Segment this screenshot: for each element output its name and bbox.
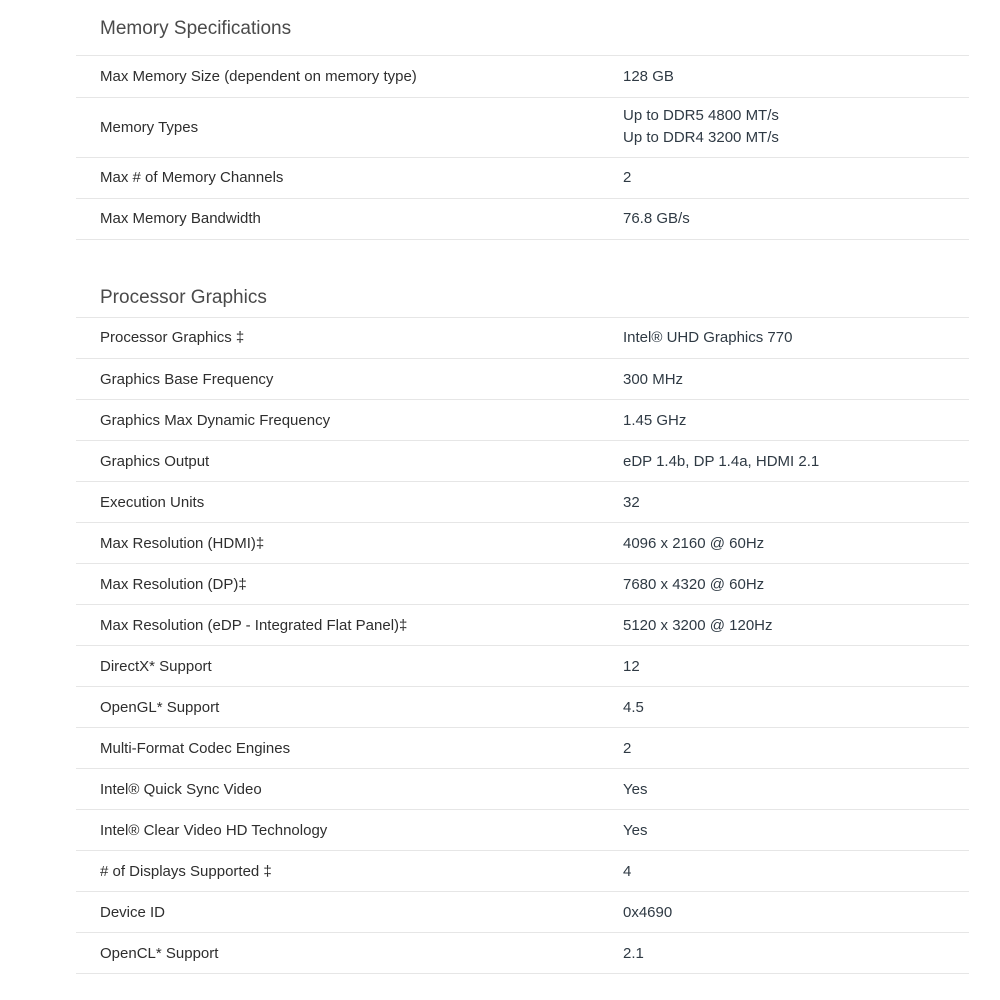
spec-label: Execution Units [100,493,205,511]
spec-row-execution-units [76,482,969,523]
spec-row-max-resolution-dp [76,564,969,605]
spec-row-codec-engines [76,728,969,769]
spec-label: Graphics Base Frequency [100,370,274,388]
spec-row-memory-bandwidth [76,198,969,239]
spec-label: Graphics Output [100,452,210,470]
spec-row-processor-graphics [76,318,969,359]
spec-row-memory-channels [76,157,969,198]
spec-row-graphics-max-frequency [76,400,969,441]
spec-label: Max Resolution (DP)‡ [100,575,247,593]
spec-value: eDP 1.4b, DP 1.4a, HDMI 2.1 [623,452,820,470]
spec-label: Intel® Quick Sync Video [100,780,262,798]
spec-label: OpenGL* Support [100,698,220,716]
spec-row-device-id [76,892,969,933]
spec-value: 300 MHz [623,370,684,388]
spec-value: 1.45 GHz [623,411,687,429]
spec-value: 4.5 [623,698,644,716]
spec-value: 2 [623,169,632,186]
spec-value-line: Up to DDR4 3200 MT/s [623,129,779,146]
spec-label: # of Displays Supported ‡ [100,862,272,880]
spec-page [76,0,969,974]
spec-value: 4 [623,862,632,880]
spec-value: Yes [623,821,648,839]
spec-label: Graphics Max Dynamic Frequency [100,411,331,429]
spec-label: Device ID [100,903,166,921]
memory-specs-heading: Memory Specifications [76,0,969,56]
spec-value: 4096 x 2160 @ 60Hz [623,534,765,552]
spec-label: Max Memory Bandwidth [100,210,261,227]
spec-value-line: Up to DDR5 4800 MT/s [623,107,779,124]
spec-value: 32 [623,493,640,511]
spec-row-max-resolution-hdmi [76,523,969,564]
spec-value: 76.8 GB/s [623,210,690,227]
spec-row-max-memory-size [76,56,969,97]
spec-label: Processor Graphics ‡ [100,329,245,347]
spec-value: 5120 x 3200 @ 120Hz [623,616,773,634]
spec-value: Intel® UHD Graphics 770 [623,329,793,347]
spec-value [623,97,969,157]
spec-row-directx-support [76,646,969,687]
spec-label: Max Resolution (HDMI)‡ [100,534,265,552]
spec-value: 2 [623,739,632,757]
spec-row-graphics-base-frequency [76,359,969,400]
spec-row-quick-sync-video [76,769,969,810]
spec-label: Multi-Format Codec Engines [100,739,291,757]
spec-value: Yes [623,780,648,798]
memory-specs-table [76,56,969,240]
spec-row-opengl-support [76,687,969,728]
spec-label: Max # of Memory Channels [100,169,284,186]
spec-label: Max Resolution (eDP - Integrated Flat Panel)‡ [100,616,408,634]
spec-value: 0x4690 [623,903,673,921]
spec-row-max-resolution-edp [76,605,969,646]
spec-value: 7680 x 4320 @ 60Hz [623,575,765,593]
graphics-specs-table [76,318,969,975]
spec-value: 2.1 [623,944,644,962]
spec-row-graphics-output [76,441,969,482]
graphics-specs-heading: Processor Graphics [76,274,969,318]
spec-label: OpenCL* Support [100,944,219,962]
spec-row-memory-types [76,97,969,157]
spec-row-opencl-support [76,933,969,974]
spec-label: Memory Types [100,118,199,136]
spec-row-displays-supported [76,851,969,892]
spec-value: 128 GB [623,67,674,85]
spec-label: Intel® Clear Video HD Technology [100,821,328,839]
spec-row-clear-video-hd [76,810,969,851]
spec-label: Max Memory Size (dependent on memory type) [100,67,417,85]
spec-label: DirectX* Support [100,657,212,675]
spec-value: 12 [623,657,640,675]
